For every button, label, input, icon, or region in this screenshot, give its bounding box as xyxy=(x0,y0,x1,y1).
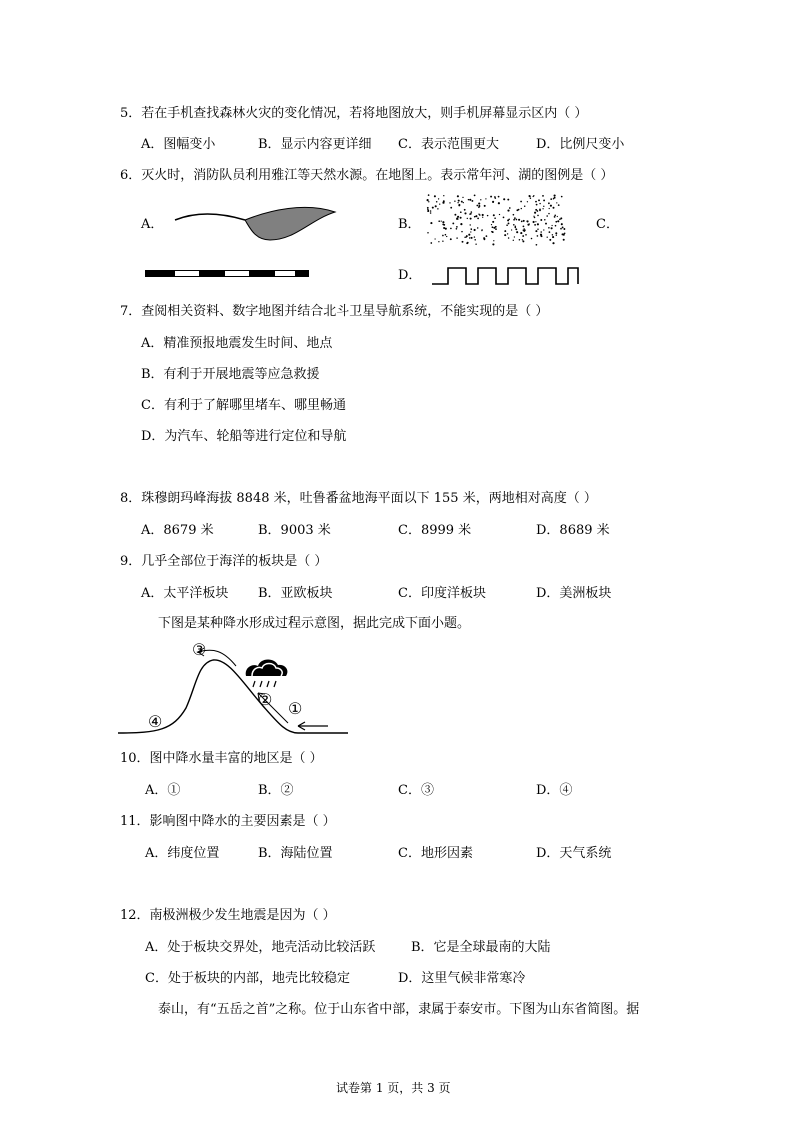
marker-4: ④ xyxy=(148,712,163,731)
q8-option-a: A．8679 米 xyxy=(141,523,214,538)
q10-option-d: D．④ xyxy=(536,783,573,798)
q6-label-b: B． xyxy=(398,217,421,232)
q9-option-b: B．亚欧板块 xyxy=(258,586,333,601)
marker-1: ① xyxy=(288,699,303,718)
q9-option-d: D．美洲板块 xyxy=(536,586,612,601)
q10-stem: 10．图中降水量丰富的地区是（ ） xyxy=(120,751,323,766)
q9-option-a: A．太平洋板块 xyxy=(141,586,229,601)
q6-label-d: D． xyxy=(398,268,422,283)
q12-option-d: D．这里气候非常寒冷 xyxy=(398,971,526,986)
q8-option-d: D．8689 米 xyxy=(536,523,610,538)
q12-option-b: B．它是全球最南的大陆 xyxy=(411,940,551,955)
q7-option-c: C．有利于了解哪里堵车、哪里畅通 xyxy=(141,398,346,413)
q12-stem: 12．南极洲极少发生地震是因为（ ） xyxy=(120,908,336,923)
q7-option-a: A．精准预报地震发生时间、地点 xyxy=(141,336,333,351)
q11-option-b: B．海陆位置 xyxy=(258,846,333,861)
q10-option-a: A．① xyxy=(145,783,181,798)
q12-option-a: A．处于板块交界处，地壳活动比较活跃 xyxy=(145,940,376,955)
q11-option-c: C．地形因素 xyxy=(398,846,473,861)
taishan-intro: 泰山，有“五岳之首”之称。位于山东省中部，隶属于泰安市。下图为山东省简图。据 xyxy=(158,1002,640,1017)
q6-stem: 6．灭火时，消防队员利用雅江等天然水源。在地图上。表示常年河、湖的图例是（ ） xyxy=(120,168,614,183)
q7-stem: 7．查阅相关资料、数字地图并结合北斗卫星导航系统，不能实现的是（ ） xyxy=(120,304,549,319)
marker-2: ② xyxy=(258,690,273,709)
q9-option-c: C．印度洋板块 xyxy=(398,586,486,601)
q10-option-b: B．② xyxy=(258,783,294,798)
q12-option-c: C．处于板块的内部，地壳比较稳定 xyxy=(145,971,350,986)
q11-stem: 11．影响图中降水的主要因素是（ ） xyxy=(120,814,336,829)
rain-cloud-icon xyxy=(246,659,288,687)
q11-option-d: D．天气系统 xyxy=(536,846,612,861)
precipitation-intro: 下图是某种降水形成过程示意图，据此完成下面小题。 xyxy=(158,616,471,631)
page-footer: 试卷第 1 页，共 3 页 xyxy=(336,1081,451,1095)
q10-option-c: C．③ xyxy=(398,783,434,798)
marker-3: ③ xyxy=(192,640,207,659)
q11-option-a: A．纬度位置 xyxy=(145,846,220,861)
q7-option-d: D．为汽车、轮船等进行定位和导航 xyxy=(141,429,347,444)
q8-option-c: C．8999 米 xyxy=(398,523,472,538)
railway-legend-icon xyxy=(145,270,310,278)
dotted-area-legend-icon xyxy=(426,194,566,246)
q5-option-c: C．表示范围更大 xyxy=(398,137,499,152)
orographic-precipitation-diagram xyxy=(118,638,348,738)
q8-stem: 8．珠穆朗玛峰海拔 8848 米，吐鲁番盆地海平面以下 155 米，两地相对高度（ ） xyxy=(120,491,597,506)
q5-option-b: B．显示内容更详细 xyxy=(258,137,372,152)
q9-stem: 9．几乎全部位于海洋的板块是（ ） xyxy=(120,554,328,569)
q5-option-d: D．比例尺变小 xyxy=(536,137,625,152)
q7-option-b: B．有利于开展地震等应急救援 xyxy=(141,367,320,382)
q8-option-b: B．9003 米 xyxy=(258,523,331,538)
river-lake-legend-icon xyxy=(170,200,345,248)
q6-label-a: A． xyxy=(141,217,164,232)
boundary-wall-legend-icon xyxy=(432,264,582,286)
q5-option-a: A．图幅变小 xyxy=(141,137,216,152)
q5-stem: 5．若在手机查找森林火灾的变化情况，若将地图放大，则手机屏幕显示区内（ ） xyxy=(120,106,588,121)
q6-label-c: C． xyxy=(596,217,619,232)
